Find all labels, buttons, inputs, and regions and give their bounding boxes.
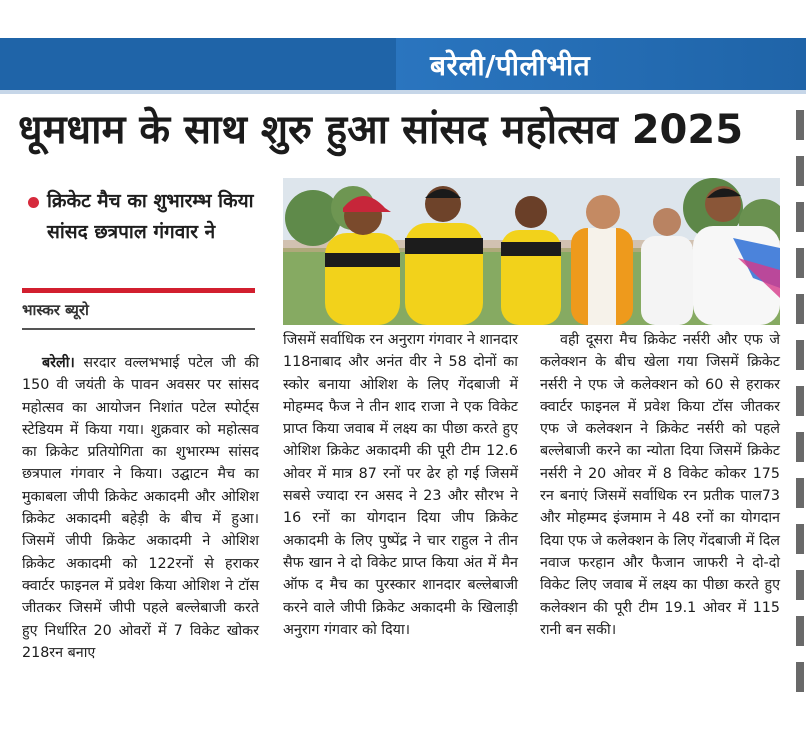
article-column-1	[22, 352, 259, 664]
byline-divider	[22, 328, 255, 330]
dateline: बरेली।	[42, 355, 75, 371]
byline: भास्कर ब्यूरो	[22, 301, 89, 319]
article-column-3: वही दूसरा मैच क्रिकेट नर्सरी और एफ जे कलेक्शन के बीच खेला गया जिसमें क्रिकेट नर्सरी ने एफ जे कलेक्शन को 60 से हराकर क्वार्टर फाइनल में प्रवेश किया टॉस जीतकर एफ जे कलेक्शन ने क्रिकेट नर्सरी को पहले बल्लेबाजी करने का न्योता दिया जिसमें क्रिकेट नर्सरी ने 20 ओवर में 8 विकेट कोकर 175 रन बनाएं जिसमें सर्वाधिक रन प्रतीक पाल73 और मोहम्मद इंजमाम ने 48 रनों का योगदान दिया एफ जे कलेक्शन के लिए गेंदबाजी में दिल नवाज फरहान और फैजान जाफरी ने दो-दो विकेट लिए जवाब में लक्ष्य का पीछा करते हुए कलेक्शन की पूरी टीम 19.1 ओवर में 115 रानी बन सकी।	[540, 332, 780, 638]
red-divider	[22, 288, 255, 293]
subheadline	[30, 186, 270, 248]
section-title: बरेली/पीलीभीत	[430, 49, 591, 82]
article-column-2: जिसमें सर्वाधिक रन अनुराग गंगवार ने शानदार 118नाबाद और अनंत वीर ने 58 दोनों का स्कोर बनाया ओशिश के लिए गेंदबाजी में मोहम्मद फैज ने तीन शाद राजा ने एक विकेट प्राप्त किया जवाब में लक्ष्य का पीछा करते हुए ओशिश क्रिकेट अकादमी की पूरी टीम 12.6 ओवर में मात्र 87 रनों पर ढेर हो गई जिसमें सबसे ज्यादा रन असद ने 23 और सौरभ ने 16 रनों का योगदान दिया जीप क्रिकेट अकादमी के लिए पुष्पेंद्र ने चार राहुल ने तीन सैफ खान ने दो विकेट प्राप्त किया अंत में मैन ऑफ द मैच का पुरस्कार शानदार बल्लेबाजी करने वाले जीपी क्रिकेट अकादमी के खिलाड़ी अनुराग गंगवार को दिया।	[283, 332, 518, 638]
article-text-1: सरदार वल्लभभाई पटेल जी की 150 वी जयंती के पावन अवसर पर सांसद महोत्सव का आयोजन निशांत पटेल स्पोर्ट्स स्टेडियम में किया गया। शुक्रवार को महोत्सव का क्रिकेट प्रतियोगिता का शुभारम्भ सांसद छत्रपाल गंगवार ने किया। उद्घाटन मैच का मुकाबला जीपी क्रिकेट अकादमी और ओशिश क्रिकेट अकादमी बहेड़ी के बीच में हुआ। जिसमें जीपी क्रिकेट अकादमी ने ओशिश क्रिकेट अकादमी को 122रनों से हराकर क्वार्टर फाइनल में प्रवेश किया ओशिश ने टॉस जीतकर जिसमें जीपी पहले बल्लेबाजी करते हुए निर्धारित 20 ओवरों में 7 विकेट खोकर 218रन बनाए	[22, 355, 260, 661]
headline: धूमधाम के साथ शुरु हुआ सांसद महोत्सव 2025	[18, 107, 744, 153]
top-margin	[0, 0, 806, 38]
photo-illustration	[283, 178, 780, 325]
news-photo	[283, 178, 780, 325]
subheadline-text: क्रिकेट मैच का शुभारम्भ किया सांसद छत्रपाल गंगवार ने	[47, 190, 254, 243]
banner-underline	[0, 90, 806, 94]
section-banner	[0, 38, 806, 90]
adjacent-column-edge	[790, 110, 806, 730]
